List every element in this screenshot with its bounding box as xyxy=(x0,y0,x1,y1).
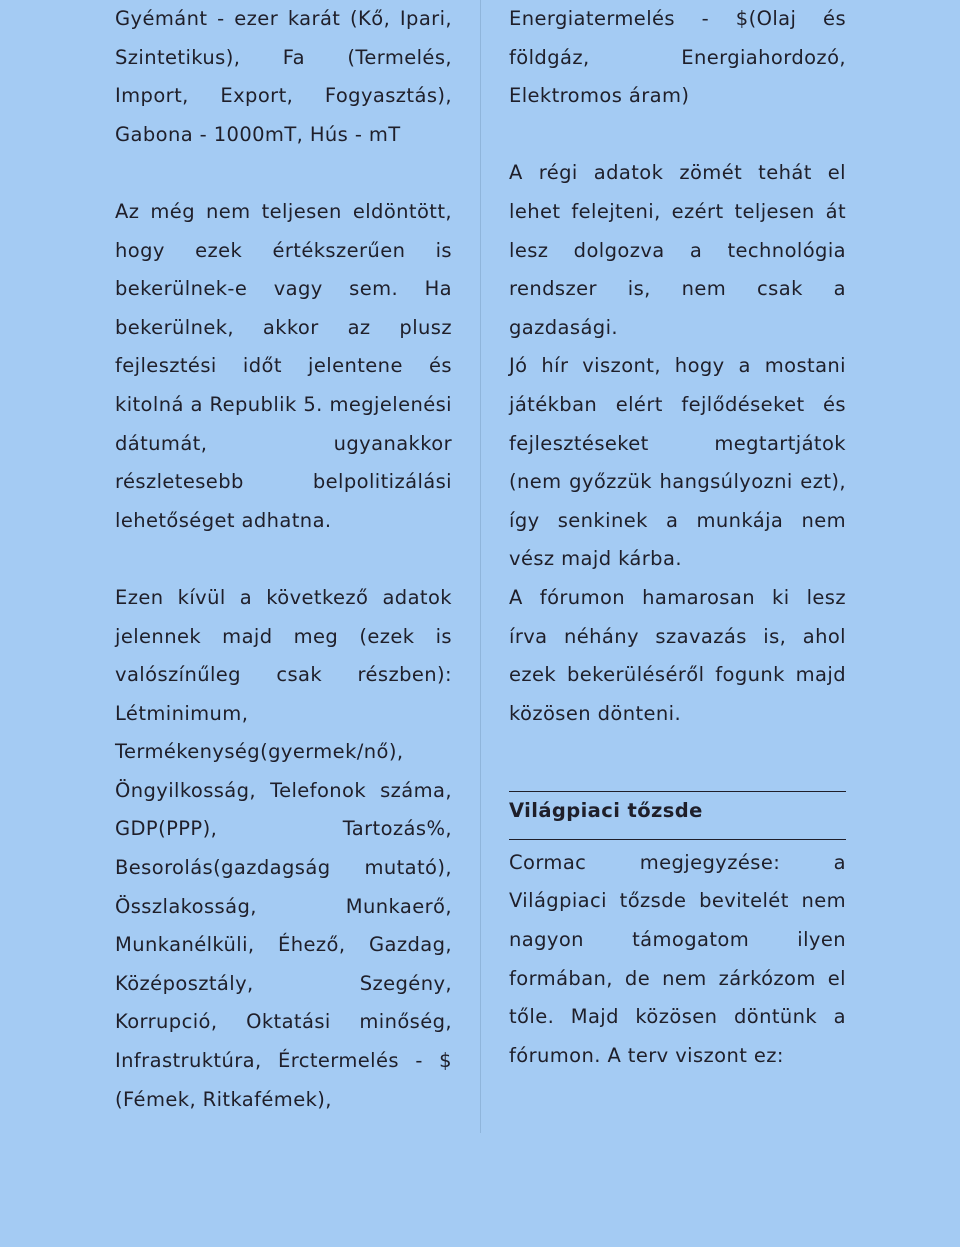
paragraph-gap xyxy=(509,733,846,791)
paragraph: A fórumon hamarosan ki lesz írva néhány szavazás is, ahol ezek bekerüléséről fogunk majd közösen dönteni. xyxy=(509,585,846,725)
paragraph: Energiatermelés - $(Olaj és földgáz, Energiahordozó, Elektromos áram) xyxy=(509,7,846,108)
paragraph-gap xyxy=(115,540,452,579)
paragraph: Az még nem teljesen eldöntött, hogy ezek értékszerűen is bekerülnek-e vagy sem. Ha bekerülnek, akkor az plusz fejlesztési időt jelentene és kitolná a Republik 5. megjelenési dátumát, ugyanakkor részletesebb belpolitizálási lehetőséget adhatna. xyxy=(115,199,452,532)
column-divider xyxy=(480,0,481,1133)
left-column xyxy=(115,0,452,1119)
paragraph: Gyémánt - ezer karát (Kő, Ipari, Szintetikus), Fa (Termelés, Import, Export, Fogyasztás), Gabona - 1000mT, Hús - mT xyxy=(115,7,452,146)
paragraph: A régi adatok zömét tehát el lehet felejteni, ezért teljesen át lesz dolgozva a technológia rendszer is, nem csak a gazdasági. xyxy=(509,161,846,339)
paragraph: Jó hír viszont, hogy a mostani játékban elért fejlődéseket és fejlesztéseket megtartjátok (nem győzzük hangsúlyozni ezt), így senkinek a munkája nem vész majd kárba. xyxy=(509,354,846,571)
paragraph: Cormac megjegyzése: a Világpiaci tőzsde bevitelét nem nagyon támogatom ilyen formában, de nem zárkózom el tőle. Majd közösen döntünk a fórumon. A terv viszont ez: xyxy=(509,850,846,1067)
paragraph-gap xyxy=(115,154,452,193)
right-column xyxy=(509,0,846,1075)
paragraph: Ezen kívül a következő adatok jelennek majd meg (ezek is valószínűleg csak részben): Létminimum, Termékenység(gyermek/nő), Öngyilkosság, Telefonok száma, GDP(PPP), Tartozás%, Besorolás(gazdagság mutató), Összlakosság, Munkaerő, Munkanélküli, Éhező, Gazdag, Középosztály, Szegény, Korrupció, Oktatási minőség, Infrastruktúra, Érctermelés - $ (Fémek, Ritkafémek), xyxy=(115,585,452,1111)
section-heading: Világpiaci tőzsde xyxy=(509,799,703,823)
paragraph-gap xyxy=(509,116,846,155)
